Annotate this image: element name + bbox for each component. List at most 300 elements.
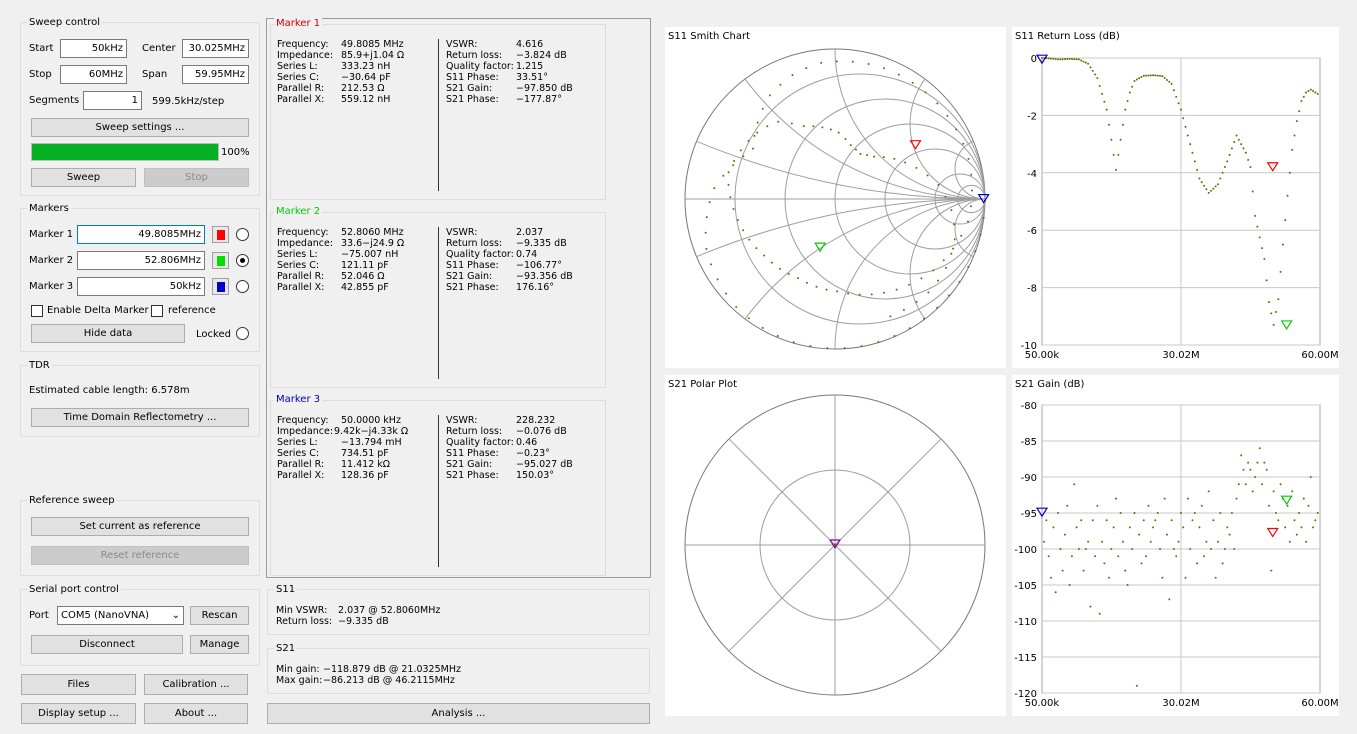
data-point <box>1187 498 1189 500</box>
marker-field-label: S21 Phase: <box>446 282 499 293</box>
data-point <box>1219 512 1221 514</box>
data-point <box>1215 577 1217 579</box>
s21-min-gain-value: −118.879 dB @ 21.0325MHz <box>323 664 461 675</box>
center-input[interactable]: 30.025MHz <box>182 39 249 58</box>
data-point <box>1101 541 1103 543</box>
data-point <box>809 345 811 347</box>
data-point <box>1222 172 1224 174</box>
data-point <box>1226 526 1228 528</box>
marker-1-triangle <box>1268 163 1278 171</box>
center-label: Center <box>142 43 176 54</box>
data-point <box>1159 548 1161 550</box>
polar-plot-panel[interactable] <box>665 375 1006 716</box>
tdr-button[interactable]: Time Domain Reflectometry ... <box>31 408 249 427</box>
data-point <box>1233 548 1235 550</box>
data-point <box>1048 57 1050 59</box>
data-point <box>1314 91 1316 93</box>
data-point <box>1152 526 1154 528</box>
data-point <box>889 315 891 317</box>
data-point <box>732 164 734 166</box>
data-point <box>1157 75 1159 77</box>
marker-field-value: 49.8085 MHz <box>341 39 404 50</box>
segments-label: Segments <box>29 95 80 106</box>
data-point <box>1164 77 1166 79</box>
data-point <box>1185 126 1187 128</box>
data-point <box>805 67 807 69</box>
data-point <box>950 253 952 255</box>
data-point <box>1247 159 1249 161</box>
reference-checkbox[interactable] <box>151 305 163 317</box>
s11-return-loss-label: Return loss: <box>276 616 333 627</box>
data-point <box>927 174 929 176</box>
data-point <box>1247 462 1249 464</box>
marker-field-label: Series C: <box>277 260 320 271</box>
marker-field-label: VSWR: <box>446 415 478 426</box>
data-point <box>779 84 781 86</box>
data-point <box>952 248 954 250</box>
x-tick-label: 50.00k <box>1024 698 1060 709</box>
marker-field-value: −177.87° <box>516 94 562 105</box>
data-point <box>1069 584 1071 586</box>
data-point <box>1198 526 1200 528</box>
rescan-button[interactable]: Rescan <box>190 606 249 625</box>
marker-field-label: Quality factor: <box>446 437 514 448</box>
data-point <box>1266 469 1268 471</box>
y-tick-label: -120 <box>1014 689 1037 700</box>
data-point <box>1180 512 1182 514</box>
marker-field-value: 11.412 kΩ <box>341 459 391 470</box>
data-point <box>912 82 914 84</box>
data-point <box>838 132 840 134</box>
data-point <box>1293 519 1295 521</box>
marker-panel-title: Marker 1 <box>276 18 321 29</box>
data-point <box>717 278 719 280</box>
data-point <box>866 154 868 156</box>
data-point <box>1224 166 1226 168</box>
data-point <box>1080 519 1082 521</box>
data-point <box>1094 74 1096 76</box>
data-point <box>1078 58 1080 60</box>
data-point <box>1099 613 1101 615</box>
port-select[interactable] <box>57 606 184 625</box>
data-point <box>1277 298 1279 300</box>
analysis-button[interactable]: Analysis ... <box>267 703 650 724</box>
data-point <box>1208 490 1210 492</box>
marker-field-label: S21 Phase: <box>446 470 499 481</box>
data-point <box>821 126 823 128</box>
data-point <box>803 125 805 127</box>
marker2-label: Marker 2 <box>29 255 74 266</box>
display-setup-button[interactable]: Display setup ... <box>21 703 136 724</box>
data-point <box>769 94 771 96</box>
data-point <box>740 149 742 151</box>
data-point <box>1089 66 1091 68</box>
marker1-label: Marker 1 <box>29 229 74 240</box>
marker-panel-divider <box>438 415 439 567</box>
data-point <box>909 327 911 329</box>
data-point <box>1303 96 1305 98</box>
data-point <box>847 293 849 295</box>
marker1-radio[interactable] <box>236 228 249 241</box>
marker2-color-button[interactable] <box>212 252 229 269</box>
data-point <box>1300 100 1302 102</box>
data-point <box>945 267 947 269</box>
return-loss-panel[interactable] <box>1012 27 1339 368</box>
data-point <box>791 74 793 76</box>
marker3-label: Marker 3 <box>29 281 74 292</box>
stop-button[interactable]: Stop <box>144 168 249 187</box>
data-point <box>728 171 730 173</box>
manage-button[interactable]: Manage <box>190 635 249 654</box>
data-point <box>937 184 939 186</box>
data-point <box>1050 577 1052 579</box>
stop-label: Stop <box>29 69 52 80</box>
marker-field-value: 52.8060 MHz <box>341 227 404 238</box>
data-point <box>1254 215 1256 217</box>
data-point <box>757 122 759 124</box>
data-point <box>1066 505 1068 507</box>
data-point <box>1136 685 1138 687</box>
marker-1-triangle <box>1268 529 1278 537</box>
data-point <box>1045 519 1047 521</box>
data-point <box>1161 75 1163 77</box>
marker-field-label: Impedance: <box>277 50 334 61</box>
data-point <box>1085 548 1087 550</box>
span-label: Span <box>142 69 168 80</box>
data-point <box>1189 548 1191 550</box>
marker-field-value: −13.794 mH <box>341 437 402 448</box>
data-point <box>1191 519 1193 521</box>
data-point <box>1198 178 1200 180</box>
marker-field-value: 4.616 <box>516 39 544 50</box>
smith-grid <box>665 27 1006 368</box>
marker3-color-swatch <box>217 282 225 292</box>
data-point <box>1108 124 1110 126</box>
y-tick-label: -2 <box>1027 111 1037 123</box>
y-tick-label: 0 <box>1030 54 1037 65</box>
data-point <box>868 63 870 65</box>
sweep-settings-button[interactable]: Sweep settings ... <box>31 118 249 137</box>
data-point <box>844 347 846 349</box>
data-point <box>1161 577 1163 579</box>
data-point <box>735 306 737 308</box>
data-point <box>710 263 712 265</box>
x-tick-label: 60.00M <box>1301 350 1339 361</box>
data-point <box>733 160 735 162</box>
data-point <box>1289 172 1291 174</box>
marker-field-label: Parallel R: <box>277 271 325 282</box>
marker-field-value: −0.23° <box>516 448 550 459</box>
marker-field-label: Frequency: <box>277 227 329 238</box>
data-point <box>852 61 854 63</box>
data-point <box>1117 555 1119 557</box>
data-point <box>883 292 885 294</box>
data-point <box>1096 505 1098 507</box>
data-point <box>1312 526 1314 528</box>
marker-field-label: Parallel X: <box>277 470 325 481</box>
data-point <box>777 335 779 337</box>
cable-length-text: Estimated cable length: 6.578m <box>29 385 190 396</box>
data-point <box>1208 192 1210 194</box>
data-point <box>1152 74 1154 76</box>
data-point <box>1062 570 1064 572</box>
data-point <box>1293 134 1295 136</box>
data-point <box>1117 154 1119 156</box>
reset-reference-button[interactable]: Reset reference <box>31 546 249 565</box>
data-point <box>1173 89 1175 91</box>
marker-field-value: −95.027 dB <box>516 459 573 470</box>
data-point <box>836 60 838 62</box>
data-point <box>1275 311 1277 313</box>
serial-port-group <box>20 584 260 666</box>
marker-field-value: −30.64 pF <box>341 72 391 83</box>
data-point <box>1147 505 1149 507</box>
data-point <box>709 201 711 203</box>
data-point <box>1106 109 1108 111</box>
data-point <box>1057 58 1059 60</box>
data-point <box>1270 312 1272 314</box>
reference-sweep-title: Reference sweep <box>29 495 115 506</box>
data-point <box>1055 591 1057 593</box>
x-tick-label: 30.02M <box>1162 350 1200 361</box>
data-point <box>1231 147 1233 149</box>
marker-field-value: 734.51 pF <box>341 448 389 459</box>
s11-min-vswr-label: Min VSWR: <box>276 605 328 616</box>
data-point <box>1140 76 1142 78</box>
data-point <box>1080 60 1082 62</box>
marker-field-value: 121.11 pF <box>341 260 389 271</box>
data-point <box>1157 512 1159 514</box>
data-point <box>766 125 768 127</box>
data-point <box>1296 534 1298 536</box>
data-point <box>1164 498 1166 500</box>
data-point <box>748 140 750 142</box>
data-point <box>1113 154 1115 156</box>
data-point <box>1300 526 1302 528</box>
y-tick-label: -80 <box>1020 401 1037 412</box>
span-input[interactable]: 59.95MHz <box>182 65 249 84</box>
hide-data-button[interactable]: Hide data <box>31 324 185 343</box>
marker-panel-title: Marker 2 <box>276 206 321 217</box>
data-point <box>1062 58 1064 60</box>
marker-panel-title: Marker 3 <box>276 394 321 405</box>
marker-panel-divider <box>438 227 439 379</box>
data-point <box>742 155 744 157</box>
data-point <box>1217 183 1219 185</box>
data-point <box>1236 134 1238 136</box>
data-point <box>1252 190 1254 192</box>
data-point <box>861 345 863 347</box>
data-point <box>1201 181 1203 183</box>
data-point <box>1069 58 1071 60</box>
x-tick-label: 60.00M <box>1301 698 1339 709</box>
data-point <box>728 184 730 186</box>
data-point <box>1229 534 1231 536</box>
data-point <box>830 128 832 130</box>
start-label: Start <box>29 43 54 54</box>
marker-field-value: 9.42k−j4.33k Ω <box>334 426 409 437</box>
data-point <box>1310 89 1312 91</box>
data-point <box>762 327 764 329</box>
marker3-color-button[interactable] <box>212 278 229 295</box>
data-point <box>898 74 900 76</box>
marker-field-value: 559.12 nH <box>341 94 391 105</box>
data-point <box>1273 490 1275 492</box>
marker-field-value: −75.007 nH <box>341 249 399 260</box>
data-point <box>1175 555 1177 557</box>
segments-input[interactable]: 1 <box>83 91 142 110</box>
delta-marker-label: Enable Delta Marker <box>47 305 149 316</box>
marker3-radio[interactable] <box>236 280 249 293</box>
about-button[interactable]: About ... <box>144 703 248 724</box>
data-point <box>923 318 925 320</box>
data-point <box>779 268 781 270</box>
calibration-button[interactable]: Calibration ... <box>144 674 248 695</box>
data-point <box>1210 190 1212 192</box>
data-point <box>915 167 917 169</box>
data-point <box>1138 77 1140 79</box>
marker-field-value: 42.855 pF <box>341 282 389 293</box>
data-point <box>968 158 970 160</box>
serial-port-title: Serial port control <box>29 584 119 595</box>
files-button[interactable]: Files <box>21 674 136 695</box>
data-point <box>946 115 948 117</box>
s21-summary-title: S21 <box>276 643 296 654</box>
data-point <box>1249 166 1251 168</box>
y-tick-label: -105 <box>1014 581 1037 592</box>
data-point <box>748 239 750 241</box>
marker-field-value: −106.77° <box>516 260 562 271</box>
data-point <box>1263 258 1265 260</box>
data-point <box>1178 102 1180 104</box>
marker-field-value: 33.51° <box>516 72 548 83</box>
marker-panel-divider <box>438 39 439 191</box>
s11-summary-title: S11 <box>276 584 296 595</box>
data-point <box>883 67 885 69</box>
data-point <box>1261 247 1263 249</box>
port-select-value: COM5 (NanoVNA) <box>61 610 150 621</box>
sweep-button[interactable]: Sweep <box>31 168 136 187</box>
marker2-radio[interactable] <box>236 254 249 267</box>
marker-2-triangle <box>1282 321 1292 329</box>
gain-title: S21 Gain (dB) <box>1015 379 1085 390</box>
locked-radio[interactable] <box>236 327 249 340</box>
data-point <box>1314 519 1316 521</box>
y-tick-label: -10 <box>1020 341 1037 352</box>
data-point <box>1073 58 1075 60</box>
data-point <box>953 223 955 225</box>
data-point <box>1052 58 1054 60</box>
data-point <box>967 266 969 268</box>
data-point <box>1052 526 1054 528</box>
data-point <box>763 254 765 256</box>
data-point <box>1317 93 1319 95</box>
smith-chart-panel[interactable] <box>665 27 1006 368</box>
data-point <box>1175 96 1177 98</box>
marker-2-triangle <box>815 243 825 251</box>
marker1-color-button[interactable] <box>212 226 229 243</box>
data-point <box>1273 324 1275 326</box>
data-point <box>970 205 972 207</box>
data-point <box>1089 606 1091 608</box>
start-input[interactable]: 50kHz <box>60 39 127 58</box>
data-point <box>713 187 715 189</box>
data-point <box>1066 58 1068 60</box>
data-point <box>1312 90 1314 92</box>
data-point <box>1166 79 1168 81</box>
marker-field-value: 50.0000 kHz <box>341 415 401 426</box>
marker-field-label: Parallel X: <box>277 282 325 293</box>
marker-field-value: 52.046 Ω <box>341 271 385 282</box>
data-point <box>873 156 875 158</box>
markers-title: Markers <box>29 203 69 214</box>
gain-panel[interactable] <box>1012 375 1339 716</box>
smith-chart-title: S11 Smith Chart <box>668 31 751 42</box>
marker2-input[interactable]: 52.806MHz <box>77 251 205 270</box>
marker-field-label: Series L: <box>277 61 318 72</box>
data-point <box>733 208 735 210</box>
data-point <box>1266 279 1268 281</box>
data-point <box>936 102 938 104</box>
marker-field-label: Series C: <box>277 448 320 459</box>
data-point <box>859 294 861 296</box>
return-loss-title: S11 Return Loss (dB) <box>1015 31 1120 42</box>
disconnect-button[interactable]: Disconnect <box>31 635 183 654</box>
marker1-input[interactable]: 49.8085MHz <box>77 225 205 244</box>
data-point <box>1298 512 1300 514</box>
marker2-color-swatch <box>217 256 225 266</box>
data-point <box>943 259 945 261</box>
stop-input[interactable]: 60MHz <box>60 65 127 84</box>
data-point <box>1254 476 1256 478</box>
marker-field-label: Parallel R: <box>277 459 325 470</box>
set-reference-button[interactable]: Set current as reference <box>31 517 249 536</box>
data-point <box>1217 541 1219 543</box>
data-point <box>1284 526 1286 528</box>
sweep-progress-fill <box>32 144 218 160</box>
marker-field-value: −9.335 dB <box>516 238 567 249</box>
data-point <box>1136 79 1138 81</box>
data-point <box>1057 512 1059 514</box>
x-tick-label: 50.00k <box>1024 350 1060 361</box>
data-point <box>945 196 947 198</box>
data-point <box>722 175 724 177</box>
reactance-arc <box>910 199 1006 349</box>
data-point <box>791 122 793 124</box>
data-point <box>1110 548 1112 550</box>
smith-chart <box>665 27 1006 368</box>
marker-field-label: VSWR: <box>446 227 478 238</box>
data-point <box>1289 541 1291 543</box>
y-tick-label: -90 <box>1020 473 1037 484</box>
marker-field-value: 33.6−j24.9 Ω <box>341 238 405 249</box>
polar-plot-title: S21 Polar Plot <box>668 379 738 390</box>
data-point <box>1261 483 1263 485</box>
data-point <box>742 229 744 231</box>
data-point <box>1187 134 1189 136</box>
data-point <box>896 289 898 291</box>
data-point <box>820 62 822 64</box>
marker3-input[interactable]: 50kHz <box>77 277 205 296</box>
data-point <box>1087 63 1089 65</box>
y-tick-label: -115 <box>1014 653 1037 664</box>
data-point <box>903 309 905 311</box>
delta-marker-checkbox[interactable] <box>31 305 43 317</box>
data-point <box>1310 476 1312 478</box>
marker-field-label: Frequency: <box>277 39 329 50</box>
data-point <box>1252 490 1254 492</box>
sweep-progress-bar <box>31 143 219 161</box>
